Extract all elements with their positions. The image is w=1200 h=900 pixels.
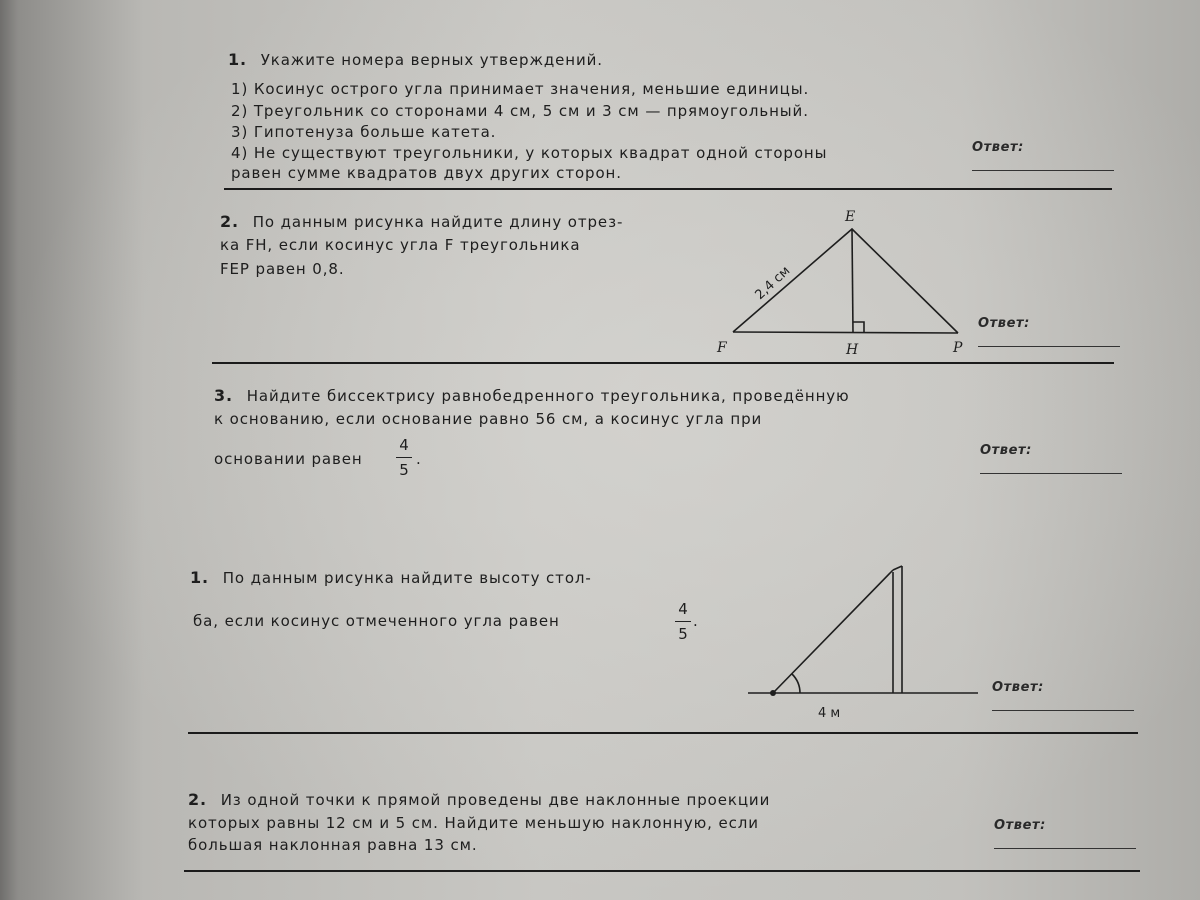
task-text: 4) Не существуют треугольники, у которых квадрат одной стороны [231, 144, 828, 162]
task-number: 2. [220, 212, 240, 231]
pole-top [893, 566, 902, 570]
task-text: FEP равен 0,8. [220, 260, 345, 278]
fraction-denominator: 5 [678, 625, 688, 643]
task-text: Укажите номера верных утверждений. [260, 51, 603, 69]
vertex-p: P [953, 340, 963, 356]
trailing-period: . [693, 612, 699, 630]
right-angle-mark [853, 322, 864, 333]
fraction-numerator: 4 [399, 436, 409, 454]
task-number: 1. [228, 50, 248, 69]
answer-label: Ответ: [972, 140, 1024, 155]
task-text: Из одной точки к прямой проведены две наклонные проекции [220, 791, 771, 809]
vertex-h: H [846, 342, 859, 358]
task-text: По данным рисунка найдите длину отрез- [252, 213, 624, 231]
vertex-f: F [717, 340, 727, 356]
hypotenuse [773, 570, 893, 693]
task-text: 2) Треугольник со сторонами 4 см, 5 см и 3 см — прямоугольный. [231, 102, 809, 120]
fraction-numerator: 4 [678, 600, 688, 618]
task-number: 2. [188, 790, 208, 809]
task-text: 1) Косинус острого угла принимает значения, меньшие единицы. [231, 80, 810, 98]
trailing-period: . [416, 450, 422, 468]
base-length-label: 4 м [818, 706, 841, 721]
task-text: к основанию, если основание равно 56 см, а косинус угла при [214, 410, 763, 428]
task-text: которых равны 12 см и 5 см. Найдите меньшую наклонную, если [188, 814, 759, 832]
vertex-e: E [845, 209, 856, 225]
side-fe-label: 2,4 см [752, 263, 794, 303]
base-fp [733, 332, 958, 333]
task-text: основании равен [214, 450, 363, 468]
task-text: По данным рисунка найдите высоту стол- [222, 569, 592, 587]
task-number: 1. [190, 568, 210, 587]
angle-arc [792, 674, 800, 693]
task-number: 3. [214, 386, 234, 405]
task-text: ка FH, если косинус угла F треугольника [220, 236, 581, 254]
fraction-denominator: 5 [399, 461, 409, 479]
altitude-eh [852, 229, 853, 333]
answer-label: Ответ: [978, 316, 1030, 331]
task-text: Найдите биссектрису равнобедренного треугольника, проведённую [246, 387, 850, 405]
angle-vertex-point [770, 690, 776, 696]
answer-label: Ответ: [980, 443, 1032, 458]
answer-label: Ответ: [992, 680, 1044, 695]
answer-label: Ответ: [994, 818, 1046, 833]
task-text: ба, если косинус отмеченного угла равен [193, 612, 560, 630]
pole-figure [748, 566, 978, 693]
task-text: 3) Гипотенуза больше катета. [231, 123, 497, 141]
task-text: равен сумме квадратов двух других сторон. [231, 164, 622, 182]
task-text: большая наклонная равна 13 см. [188, 836, 478, 854]
